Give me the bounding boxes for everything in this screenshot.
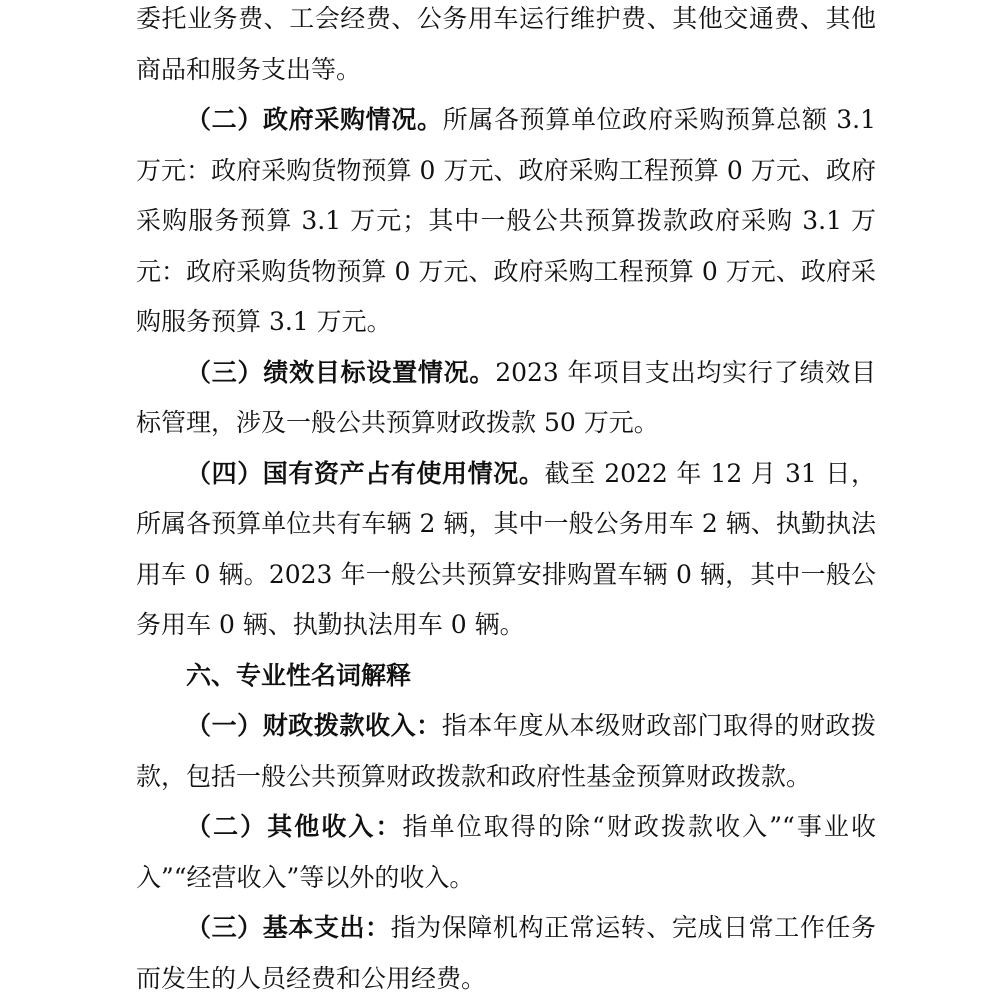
section-title-terminology: 六、专业性名词解释 <box>186 660 412 690</box>
paragraph-body: 2023 年项目支出均实行了绩效目标管理，涉及一般公共预算财政拨款 50 万元。 <box>136 357 876 437</box>
definition-term: （三）基本支出： <box>186 913 391 942</box>
definition-text: 指单位取得的除“财政拨款收入”“事业收入”“经营收入”等以外的收入。 <box>136 812 876 892</box>
definition-term: （一）财政拨款收入： <box>186 711 442 740</box>
paragraph-body: 委托业务费、工会经费、公务用车运行维护费、其他交通费、其他商品和服务支出等。 <box>136 4 876 84</box>
document-page <box>136 0 876 1004</box>
paragraph-government-procurement <box>136 95 876 348</box>
definition-basic-expenditure <box>136 903 876 1004</box>
paragraph-heading: （二）政府采购情况。 <box>186 105 443 134</box>
paragraph-body: 所属各预算单位政府采购预算总额 3.1 万元：政府采购货物预算 0 万元、政府采购工程预算 0 万元、政府采购服务预算 3.1 万元；其中一般公共预算拨款政府采购 3.1 万元：政府采购货物预算 0 万元、政府采购工程预算 0 万元、政府采购服务预算 3.1 万元。 <box>136 105 876 336</box>
definition-text: 指本年度从本级财政部门取得的财政拨款，包括一般公共预算财政拨款和政府性基金预算财政拨款。 <box>136 711 876 791</box>
definition-text: 指为保障机构正常运转、完成日常工作任务而发生的人员经费和公用经费。 <box>136 913 876 993</box>
definition-other-income <box>136 802 876 903</box>
definition-term: （二）其他收入： <box>186 812 403 841</box>
paragraph-performance-goals <box>136 348 876 449</box>
paragraph-expense-items <box>136 0 876 95</box>
paragraph-body: 截至 2022 年 12 月 31 日，所属各预算单位共有车辆 2 辆，其中一般公务用车 2 辆、执勤执法用车 0 辆。2023 年一般公共预算安排购置车辆 0 辆，其中一般公务用车 0 辆、执勤执法用车 0 辆。 <box>136 458 876 639</box>
paragraph-state-assets <box>136 449 876 651</box>
paragraph-heading: （三）绩效目标设置情况。 <box>186 357 496 387</box>
paragraph-heading: （四）国有资产占有使用情况。 <box>186 458 545 488</box>
definition-fiscal-appropriation-income <box>136 701 876 802</box>
